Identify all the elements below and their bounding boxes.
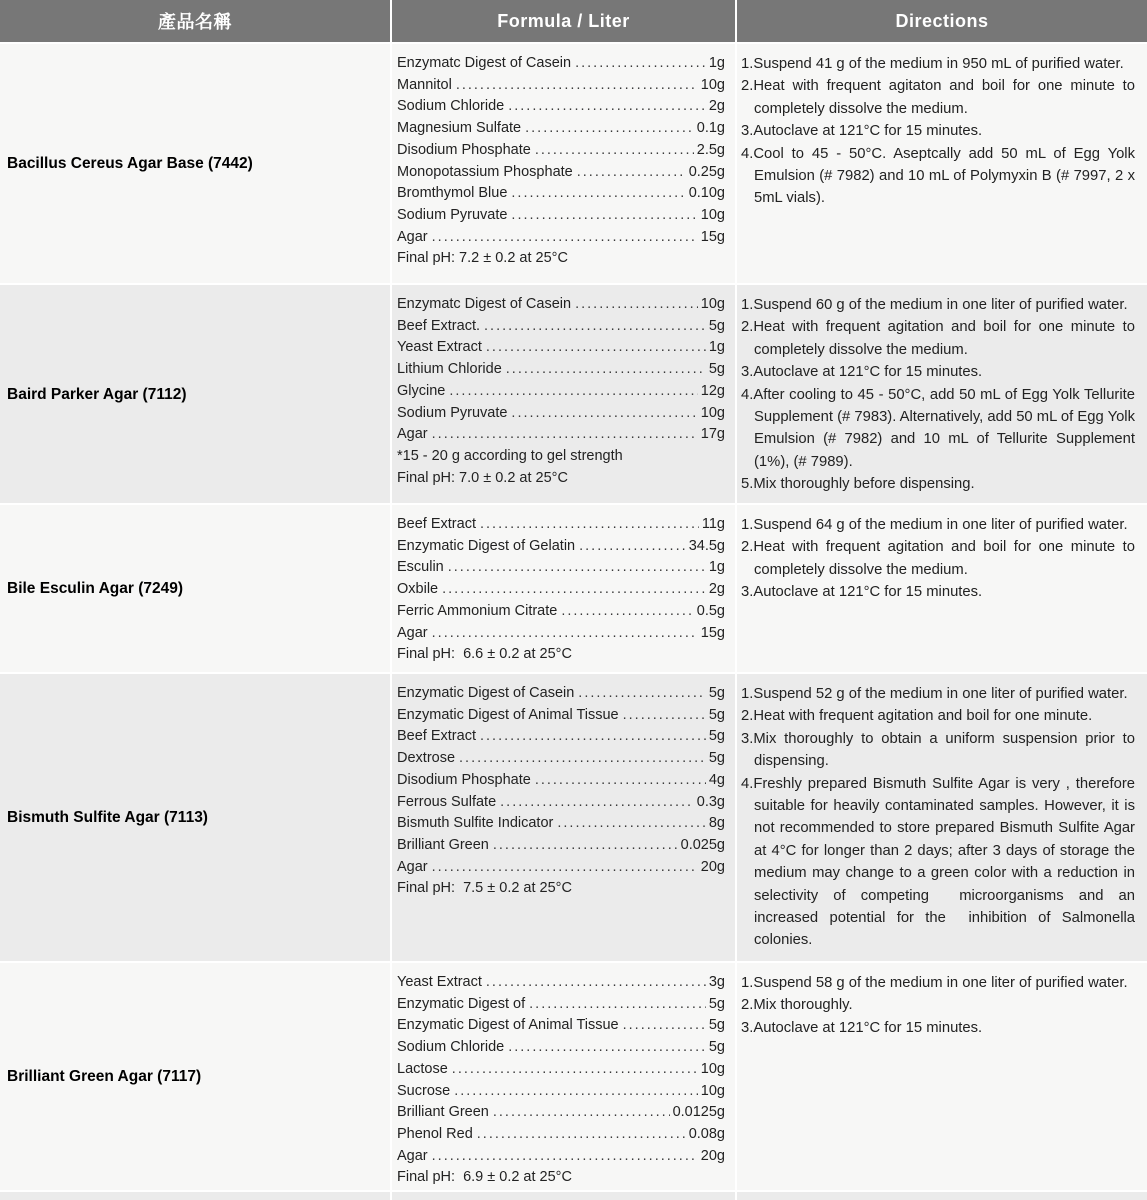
dot-leader bbox=[459, 748, 706, 770]
header-directions: Directions bbox=[737, 0, 1147, 42]
dot-leader bbox=[442, 579, 706, 601]
dot-leader bbox=[575, 294, 698, 316]
product-name: Bismuth Sulfite Agar (7113) bbox=[7, 809, 208, 826]
ingredient-name: Enzymatc Digest of Casein bbox=[397, 55, 572, 71]
ingredient-name: Lactose bbox=[397, 1060, 448, 1077]
ingredient-amount: 0.0125g bbox=[672, 1104, 725, 1121]
dot-leader bbox=[486, 337, 706, 359]
ingredient-amount: 5g bbox=[708, 706, 725, 723]
ingredient-amount: 5g bbox=[708, 361, 725, 378]
formula-line bbox=[397, 183, 725, 205]
formula-line bbox=[397, 623, 725, 645]
ingredient-name: Magnesium Sulfate bbox=[397, 120, 522, 137]
dot-leader bbox=[525, 118, 694, 140]
dot-leader bbox=[561, 601, 693, 623]
ingredient-name: Ferrous Sulfate bbox=[397, 793, 497, 810]
formula-line bbox=[397, 403, 725, 425]
formula-cell bbox=[392, 44, 735, 283]
formula-line bbox=[397, 972, 725, 994]
ingredient-name: Sodium Pyruvate bbox=[397, 404, 508, 421]
formula-line bbox=[397, 162, 725, 184]
ingredient-name: Lithium Chloride bbox=[397, 361, 502, 378]
ingredient-name: Agar bbox=[397, 426, 428, 443]
dot-leader bbox=[432, 857, 698, 879]
formula-lines bbox=[397, 294, 725, 489]
dot-leader bbox=[432, 623, 698, 645]
product-name-cell bbox=[0, 674, 390, 961]
dot-leader bbox=[493, 1102, 670, 1124]
ingredient-name: Esculin bbox=[397, 559, 444, 576]
header-formula-liter: Formula / Liter bbox=[392, 0, 735, 42]
formula-line bbox=[397, 75, 725, 97]
product-name-cell bbox=[0, 44, 390, 283]
dot-leader bbox=[452, 1059, 698, 1081]
ingredient-name: Agar bbox=[397, 624, 428, 641]
formula-line bbox=[397, 1102, 725, 1124]
directions-list bbox=[741, 972, 1135, 1039]
formula-line bbox=[397, 557, 725, 579]
ingredient-amount: 8g bbox=[708, 815, 725, 832]
directions-cell bbox=[737, 285, 1147, 503]
formula-note: Final pH: 6.6 ± 0.2 at 25°C bbox=[397, 646, 572, 663]
dot-leader bbox=[432, 424, 698, 446]
formula-line bbox=[397, 514, 725, 536]
ingredient-name: Brilliant Green bbox=[397, 1104, 489, 1121]
formula-line bbox=[397, 118, 725, 140]
ingredient-name: Oxbile bbox=[397, 581, 439, 598]
direction-step: 1.Suspend 60 g of the medium in one liter of purified water. bbox=[741, 297, 1128, 313]
direction-step: 2.Heat with frequent agitation and boil for one minute to completely dissolve the medium. bbox=[741, 539, 1140, 578]
formula-line bbox=[397, 205, 725, 227]
direction-step: 5.Mix thoroughly before dispensing. bbox=[741, 476, 975, 493]
formula-line bbox=[397, 726, 725, 748]
dot-leader bbox=[449, 381, 697, 403]
dot-leader bbox=[578, 683, 706, 705]
ingredient-amount: 0.5g bbox=[696, 602, 725, 619]
ingredient-amount: 0.1g bbox=[696, 120, 725, 137]
ingredient-amount: 5g bbox=[708, 995, 725, 1012]
direction-step: 3.Autoclave at 121°C for 15 minutes. bbox=[741, 584, 983, 601]
ingredient-name: Enzymatic Digest of Animal Tissue bbox=[397, 706, 619, 723]
dot-leader bbox=[508, 1037, 706, 1059]
formula-line bbox=[397, 1124, 725, 1146]
direction-step: 2.Heat with frequent agitation and boil for one minute to completely dissolve the medium. bbox=[741, 319, 1140, 358]
ingredient-amount: 10g bbox=[700, 76, 725, 93]
formula-line bbox=[397, 337, 725, 359]
formula-line bbox=[397, 1037, 725, 1059]
ingredient-amount: 0.25g bbox=[688, 163, 725, 180]
dot-leader bbox=[493, 835, 678, 857]
formula-cell bbox=[392, 505, 735, 672]
directions-list bbox=[741, 683, 1140, 952]
ingredient-name: Sodium Pyruvate bbox=[397, 206, 508, 223]
dot-leader bbox=[508, 96, 706, 118]
ingredient-name: Ferric Ammonium Citrate bbox=[397, 602, 558, 619]
table-row bbox=[0, 674, 1147, 961]
dot-leader bbox=[500, 792, 694, 814]
dot-leader bbox=[511, 403, 697, 425]
direction-step: 2.Heat with frequent agitation and boil for one minute. bbox=[741, 708, 1093, 725]
next-row-partial bbox=[0, 1192, 1147, 1200]
ingredient-amount: 0.08g bbox=[688, 1125, 725, 1142]
next-row-product-cell bbox=[0, 1192, 390, 1200]
dot-leader bbox=[535, 140, 694, 162]
ingredient-name: Enzymatc Digest of Casein bbox=[397, 296, 572, 312]
ingredient-name: Dextrose bbox=[397, 750, 456, 767]
ingredient-name: Agar bbox=[397, 228, 428, 245]
ingredient-amount: 20g bbox=[700, 1147, 725, 1164]
direction-step: 3.Autoclave at 121°C for 15 minutes. bbox=[741, 123, 983, 140]
ingredient-name: Brilliant Green bbox=[397, 836, 489, 853]
ingredient-name: Beef Extract. bbox=[397, 317, 481, 334]
ingredient-amount: 11g bbox=[701, 516, 725, 532]
ingredient-amount: 17g bbox=[700, 426, 725, 443]
ingredient-amount: 3g bbox=[708, 974, 725, 990]
formula-line bbox=[397, 813, 725, 835]
product-name: Bile Esculin Agar (7249) bbox=[7, 580, 184, 597]
dot-leader bbox=[480, 726, 706, 748]
ingredient-amount: 5g bbox=[708, 685, 725, 701]
ingredient-name: Sodium Chloride bbox=[397, 1039, 505, 1056]
formula-line bbox=[397, 1015, 725, 1037]
ingredient-name: Beef Extract bbox=[397, 728, 476, 745]
formula-lines bbox=[397, 53, 725, 270]
dot-leader bbox=[575, 53, 706, 75]
formula-line bbox=[397, 601, 725, 623]
ingredient-amount: 10g bbox=[700, 1060, 725, 1077]
direction-step: 1.Suspend 64 g of the medium in one liter of purified water. bbox=[741, 517, 1128, 533]
direction-step: 1.Suspend 58 g of the medium in one liter of purified water. bbox=[741, 975, 1128, 991]
ingredient-amount: 1g bbox=[708, 339, 725, 356]
dot-leader bbox=[511, 205, 697, 227]
ingredient-name: Disodium Phosphate bbox=[397, 141, 531, 158]
ingredient-amount: 2g bbox=[708, 581, 725, 598]
dot-leader bbox=[579, 536, 686, 558]
table-row bbox=[0, 505, 1147, 672]
next-row-directions-cell bbox=[737, 1192, 1147, 1200]
ingredient-name: Sodium Chloride bbox=[397, 98, 505, 115]
table-body bbox=[0, 44, 1147, 1190]
next-row-formula-cell bbox=[392, 1192, 735, 1200]
ingredient-name: Yeast Extract bbox=[397, 339, 482, 356]
ingredient-amount: 5g bbox=[708, 1017, 725, 1034]
dot-leader bbox=[506, 359, 706, 381]
product-name-cell bbox=[0, 963, 390, 1190]
directions-cell bbox=[737, 505, 1147, 672]
ingredient-name: Sucrose bbox=[397, 1082, 451, 1099]
formula-cell bbox=[392, 285, 735, 503]
dot-leader bbox=[456, 75, 698, 97]
product-name-cell bbox=[0, 505, 390, 672]
ingredient-amount: 5g bbox=[708, 728, 725, 745]
ingredient-amount: 34.5g bbox=[688, 537, 725, 554]
ingredient-amount: 0.3g bbox=[696, 793, 725, 810]
direction-step: 4.Freshly prepared Bismuth Sulfite Agar is very , therefore suitable for heavily contaminated samples. However, it is not recommended to store prepared Bismuth Sulfite Agar at 4°C for longer than 2 days; after 3 days of storage the medium may change to a green color with a reduction in selectivity of competing microorganisms and an increased potential for the inhibition of Salmonella colonies. bbox=[741, 775, 1140, 949]
formula-cell bbox=[392, 963, 735, 1190]
formula-note: *15 - 20 g according to gel strength bbox=[397, 447, 623, 464]
ingredient-amount: 5g bbox=[708, 750, 725, 767]
product-name: Bacillus Cereus Agar Base (7442) bbox=[7, 155, 253, 172]
direction-step: 1.Suspend 52 g of the medium in one liter of purified water. bbox=[741, 686, 1128, 702]
ingredient-amount: 0.10g bbox=[688, 185, 725, 202]
formula-line bbox=[397, 994, 725, 1016]
dot-leader bbox=[557, 813, 706, 835]
formula-lines bbox=[397, 972, 725, 1189]
dot-leader bbox=[477, 1124, 686, 1146]
formula-line bbox=[397, 316, 725, 338]
direction-step: 4.Cool to 45 - 50°C. Aseptcally add 50 mL of Egg Yolk Emulsion (# 7982) and 10 mL of Polymyxin B (# 7997, 2 x 5mL vials). bbox=[741, 145, 1140, 207]
formula-line bbox=[397, 536, 725, 558]
ingredient-amount: 5g bbox=[708, 317, 725, 334]
table-row bbox=[0, 285, 1147, 503]
ingredient-name: Agar bbox=[397, 858, 428, 875]
ingredient-name: Enzymatic Digest of Gelatin bbox=[397, 537, 576, 554]
direction-step: 4.After cooling to 45 - 50°C, add 50 mL of Egg Yolk Tellurite Supplement (# 7983). Alternatively, add 50 mL of Egg Yolk Emulsion (# 7982) and 10 mL of Tellurite Supplement (1%), (# 7989). bbox=[741, 386, 1140, 470]
formula-line bbox=[397, 683, 725, 705]
ingredient-name: Agar bbox=[397, 1147, 428, 1164]
dot-leader bbox=[484, 316, 706, 338]
ingredient-name: Enzymatic Digest of bbox=[397, 995, 526, 1012]
ingredient-name: Enzymatic Digest of Animal Tissue bbox=[397, 1017, 619, 1034]
ingredient-amount: 2g bbox=[708, 98, 725, 115]
direction-step: 3.Mix thoroughly to obtain a uniform suspension prior to dispensing. bbox=[741, 730, 1140, 770]
ingredient-amount: 5g bbox=[708, 1039, 725, 1056]
dot-leader bbox=[529, 994, 706, 1016]
formula-note: Final pH: 7.0 ± 0.2 at 25°C bbox=[397, 469, 568, 486]
formula-line bbox=[397, 359, 725, 381]
formula-line bbox=[397, 579, 725, 601]
formula-line bbox=[397, 294, 725, 316]
ingredient-name: Bromthymol Blue bbox=[397, 185, 508, 202]
ingredient-amount: 15g bbox=[700, 228, 725, 245]
directions-list bbox=[741, 514, 1140, 604]
dot-leader bbox=[448, 557, 706, 579]
ingredient-name: Glycine bbox=[397, 382, 446, 399]
dot-leader bbox=[454, 1081, 698, 1103]
formula-line bbox=[397, 140, 725, 162]
ingredient-name: Beef Extract bbox=[397, 516, 476, 532]
formula-line bbox=[397, 424, 725, 446]
formula-line bbox=[397, 1059, 725, 1081]
dot-leader bbox=[432, 1146, 698, 1168]
dot-leader bbox=[480, 514, 699, 536]
ingredient-amount: 15g bbox=[700, 624, 725, 641]
direction-step: 2.Mix thoroughly. bbox=[741, 997, 853, 1014]
product-name: Brilliant Green Agar (7117) bbox=[7, 1068, 202, 1085]
ingredient-amount: 10g bbox=[700, 404, 725, 421]
dot-leader bbox=[623, 705, 706, 727]
ingredient-amount: 4g bbox=[708, 771, 725, 788]
directions-cell bbox=[737, 963, 1147, 1190]
dot-leader bbox=[623, 1015, 706, 1037]
formula-line bbox=[397, 1081, 725, 1103]
formula-line bbox=[397, 227, 725, 249]
formula-line bbox=[397, 770, 725, 792]
formula-lines bbox=[397, 514, 725, 666]
direction-step: 2.Heat with frequent agitaton and boil for one minute to completely dissolve the medium. bbox=[741, 78, 1140, 117]
ingredient-amount: 10g bbox=[700, 296, 725, 312]
dot-leader bbox=[511, 183, 685, 205]
formula-line bbox=[397, 53, 725, 75]
product-name-cell bbox=[0, 285, 390, 503]
dot-leader bbox=[486, 972, 706, 994]
directions-cell bbox=[737, 44, 1147, 283]
direction-step: 3.Autoclave at 121°C for 15 minutes. bbox=[741, 364, 983, 381]
ingredient-name: Bismuth Sulfite Indicator bbox=[397, 815, 554, 832]
formula-line bbox=[397, 748, 725, 770]
formula-line bbox=[397, 96, 725, 118]
formula-note: Final pH: 7.2 ± 0.2 at 25°C bbox=[397, 250, 568, 267]
table-row bbox=[0, 44, 1147, 283]
ingredient-name: Enzymatic Digest of Casein bbox=[397, 685, 575, 701]
header-product-name: 產品名稱 bbox=[0, 0, 390, 42]
ingredient-amount: 20g bbox=[700, 858, 725, 875]
ingredient-name: Mannitol bbox=[397, 76, 452, 93]
product-name: Baird Parker Agar (7112) bbox=[7, 385, 187, 403]
ingredient-amount: 10g bbox=[700, 1082, 725, 1099]
formula-line bbox=[397, 705, 725, 727]
formula-cell bbox=[392, 674, 735, 961]
ingredient-amount: 1g bbox=[708, 559, 725, 576]
dot-leader bbox=[577, 162, 686, 184]
ingredient-name: Disodium Phosphate bbox=[397, 771, 531, 788]
directions-list bbox=[741, 294, 1140, 496]
table-row bbox=[0, 963, 1147, 1190]
formula-lines bbox=[397, 683, 725, 900]
formula-line bbox=[397, 835, 725, 857]
formula-line bbox=[397, 381, 725, 403]
formula-line bbox=[397, 857, 725, 879]
formula-note: Final pH: 7.5 ± 0.2 at 25°C bbox=[397, 880, 572, 897]
ingredient-name: Monopotassium Phosphate bbox=[397, 163, 573, 180]
table-header-row bbox=[0, 0, 1147, 42]
formula-line bbox=[397, 1146, 725, 1168]
ingredient-amount: 2.5g bbox=[696, 141, 725, 158]
ingredient-amount: 12g bbox=[700, 382, 725, 399]
formula-line bbox=[397, 792, 725, 814]
directions-list bbox=[741, 53, 1140, 210]
ingredient-amount: 0.025g bbox=[680, 836, 725, 853]
directions-cell bbox=[737, 674, 1147, 961]
direction-step: 1.Suspend 41 g of the medium in 950 mL of purified water. bbox=[741, 56, 1124, 72]
direction-step: 3.Autoclave at 121°C for 15 minutes. bbox=[741, 1019, 983, 1036]
ingredient-name: Phenol Red bbox=[397, 1125, 473, 1142]
ingredient-amount: 1g bbox=[708, 55, 725, 71]
dot-leader bbox=[535, 770, 706, 792]
ingredient-name: Yeast Extract bbox=[397, 974, 482, 990]
formula-note: Final pH: 6.9 ± 0.2 at 25°C bbox=[397, 1169, 572, 1186]
ingredient-amount: 10g bbox=[700, 206, 725, 223]
dot-leader bbox=[432, 227, 698, 249]
